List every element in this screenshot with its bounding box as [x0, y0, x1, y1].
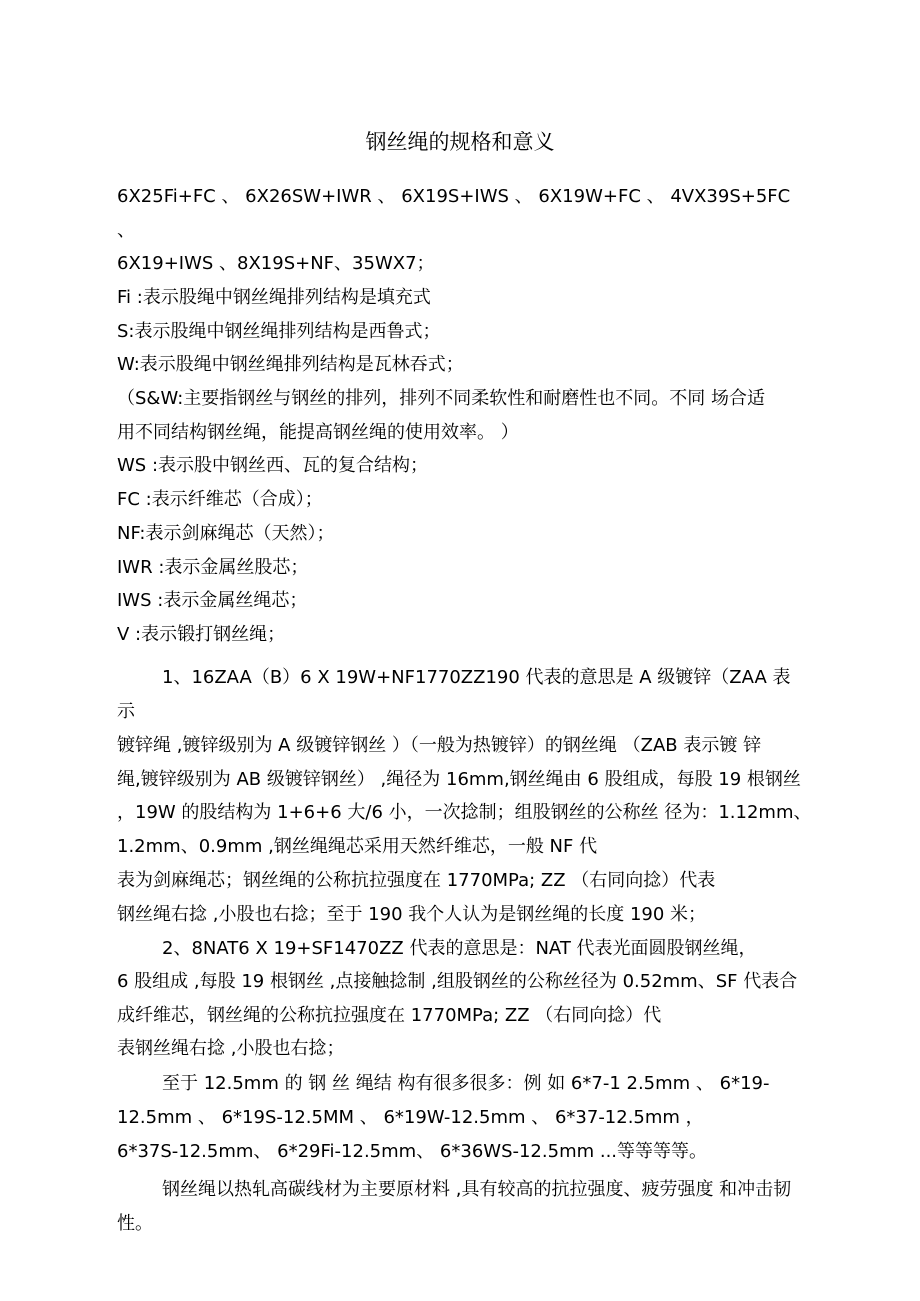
text-line: 绳,镀锌级别为 AB 级镀锌钢丝） ,绳径为 16mm,钢丝绳由 6 股组成，每股 19 根钢丝: [117, 769, 801, 790]
text-line-example-2: 2、8NAT6 X 19+SF1470ZZ 代表的意思是：NAT 代表光面圆股钢丝绳，: [162, 938, 757, 959]
text-line: 1.2mm、0.9mm ,钢丝绳绳芯采用天然纤维芯，一般 NF 代: [117, 836, 598, 857]
text-line-sw-note: （S&W:主要指钢丝与钢丝的排列，排列不同柔软性和耐磨性也不同。不同 场合适: [117, 388, 765, 409]
document-title: 钢丝绳的规格和意义: [365, 130, 555, 154]
text-line: 12.5mm 、 6*19S-12.5MM 、 6*19W-12.5mm 、 6*37-12.5mm ，: [117, 1107, 704, 1128]
text-line-s: S:表示股绳中钢丝绳排列结构是西鲁式；: [117, 321, 441, 342]
text-line: 、: [117, 220, 135, 241]
text-line-iwr: IWR :表示金属丝股芯；: [117, 557, 309, 578]
text-line: 钢丝绳右捻 ,小股也右捻；至于 190 我个人认为是钢丝绳的长度 190 米；: [117, 904, 707, 925]
text-line-material: 钢丝绳以热轧高碳线材为主要原材料 ,具有较高的抗拉强度、疲劳强度 和冲击韧: [162, 1179, 792, 1200]
text-line-wire-rope-codes: 6X25Fi+FC 、 6X26SW+IWR 、 6X19S+IWS 、 6X19W+FC 、 4VX39S+5FC: [117, 186, 791, 207]
text-line: 6X19+IWS 、8X19S+NF、35WX7；: [117, 253, 435, 274]
text-line: 表钢丝绳右捻 ,小股也右捻；: [117, 1038, 345, 1059]
text-line-fi: Fi :表示股绳中钢丝绳排列结构是填充式: [117, 287, 431, 308]
text-line-fc: FC :表示纤维芯（合成）；: [117, 489, 323, 510]
text-line: 镀锌绳 ,镀锌级别为 A 级镀锌钢丝 ）（一般为热镀锌）的钢丝绳 （ZAB 表示镀 锌: [117, 735, 762, 756]
text-line-nf: NF:表示剑麻绳芯（天然）；: [117, 523, 335, 544]
text-line-example-1: 1、16ZAA（B）6 X 19W+NF1770ZZ190 代表的意思是 A 级镀锌（ZAA 表: [162, 667, 791, 688]
text-line: 表为剑麻绳芯；钢丝绳的公称抗拉强度在 1770MPa; ZZ （右同向捻）代表: [117, 870, 716, 891]
text-line: ，19W 的股结构为 1+6+6 大/6 小，一次捻制；组股钢丝的公称丝 径为：1.12mm、: [117, 802, 812, 823]
text-line-v: V :表示锻打钢丝绳；: [117, 624, 286, 645]
text-line: 成纤维芯，钢丝绳的公称抗拉强度在 1770MPa; ZZ （右同向捻）代: [117, 1005, 662, 1026]
text-line: 用不同结构钢丝绳，能提高钢丝绳的使用效率。 ）: [117, 422, 519, 443]
text-line-w: W:表示股绳中钢丝绳排列结构是瓦林吞式；: [117, 354, 464, 375]
text-line: 6*37S-12.5mm、 6*29Fi-12.5mm、 6*36WS-12.5mm ...等等等等。: [117, 1141, 708, 1162]
text-line-ws: WS :表示股中钢丝西、瓦的复合结构；: [117, 455, 429, 476]
text-line: 示: [117, 701, 135, 722]
text-line-iws: IWS :表示金属丝绳芯；: [117, 590, 308, 611]
text-line: 6 股组成 ,每股 19 根钢丝 ,点接触捻制 ,组股钢丝的公称丝径为 0.52mm、SF 代表合: [117, 971, 798, 992]
text-line: 性。: [117, 1213, 153, 1234]
text-line-12-5mm: 至于 12.5mm 的 钢 丝 绳结 构有很多很多：例 如 6*7-1 2.5mm 、 6*19-: [162, 1073, 770, 1094]
